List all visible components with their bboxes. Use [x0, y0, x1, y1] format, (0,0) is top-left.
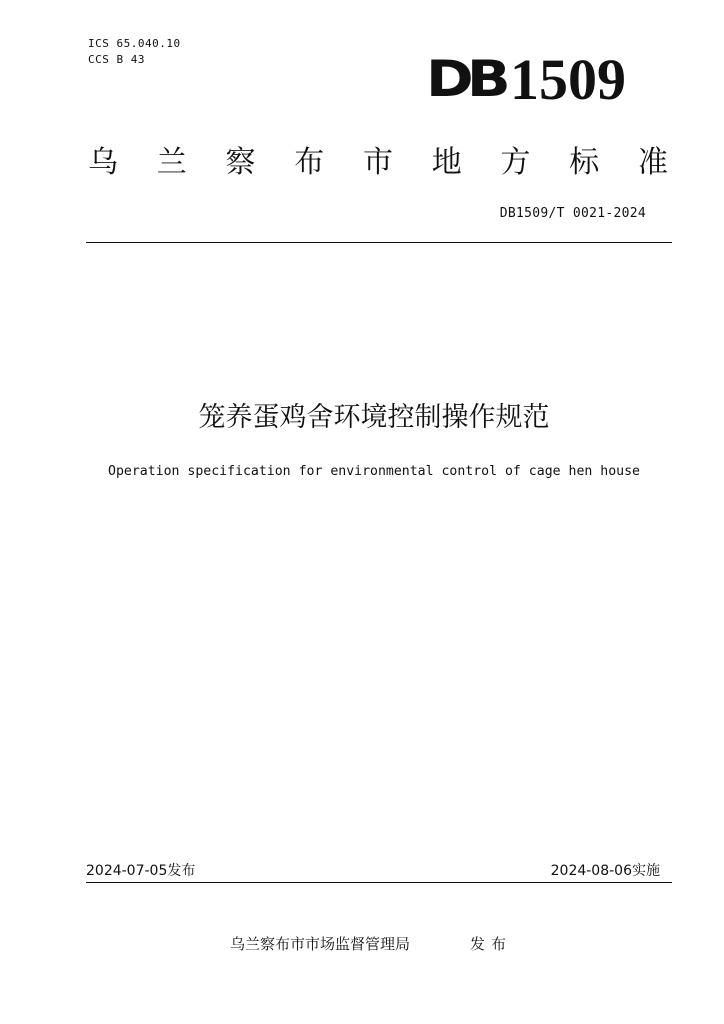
standard-type-char: 准 [638, 145, 668, 180]
implementation-date: 2024-08-06实施 [550, 863, 660, 879]
classification-codes [88, 36, 181, 68]
standard-type-char: 乌 [88, 145, 118, 180]
db-logo-prefix: DB [426, 50, 504, 108]
footer-divider [86, 882, 672, 883]
document-title-english: Operation specification for environmental control of cage hen house [108, 464, 640, 479]
issue-date: 2024-07-05发布 [86, 863, 196, 879]
standard-type-char: 市 [363, 145, 393, 180]
document-title-chinese: 笼养蛋鸡舍环境控制操作规范 [198, 402, 550, 433]
header-divider [86, 242, 672, 243]
db-logo-number: 1509 [510, 47, 626, 112]
standard-type-heading [88, 138, 668, 188]
standard-code: DB1509/T 0021-2024 [499, 206, 646, 221]
publish-label: 发布 [470, 935, 513, 953]
publisher-name: 乌兰察布市市场监督管理局 [230, 935, 411, 953]
standard-type-char: 地 [431, 145, 462, 180]
standard-type-char: 兰 [156, 145, 187, 180]
db-standard-logo [426, 48, 636, 114]
standard-type-char: 布 [294, 145, 325, 180]
standard-type-char: 标 [569, 145, 600, 180]
ics-code: ICS 65.040.10 [88, 37, 181, 50]
standard-type-char: 察 [225, 145, 256, 180]
ccs-code: CCS B 43 [88, 53, 145, 66]
standard-type-char: 方 [500, 145, 531, 180]
